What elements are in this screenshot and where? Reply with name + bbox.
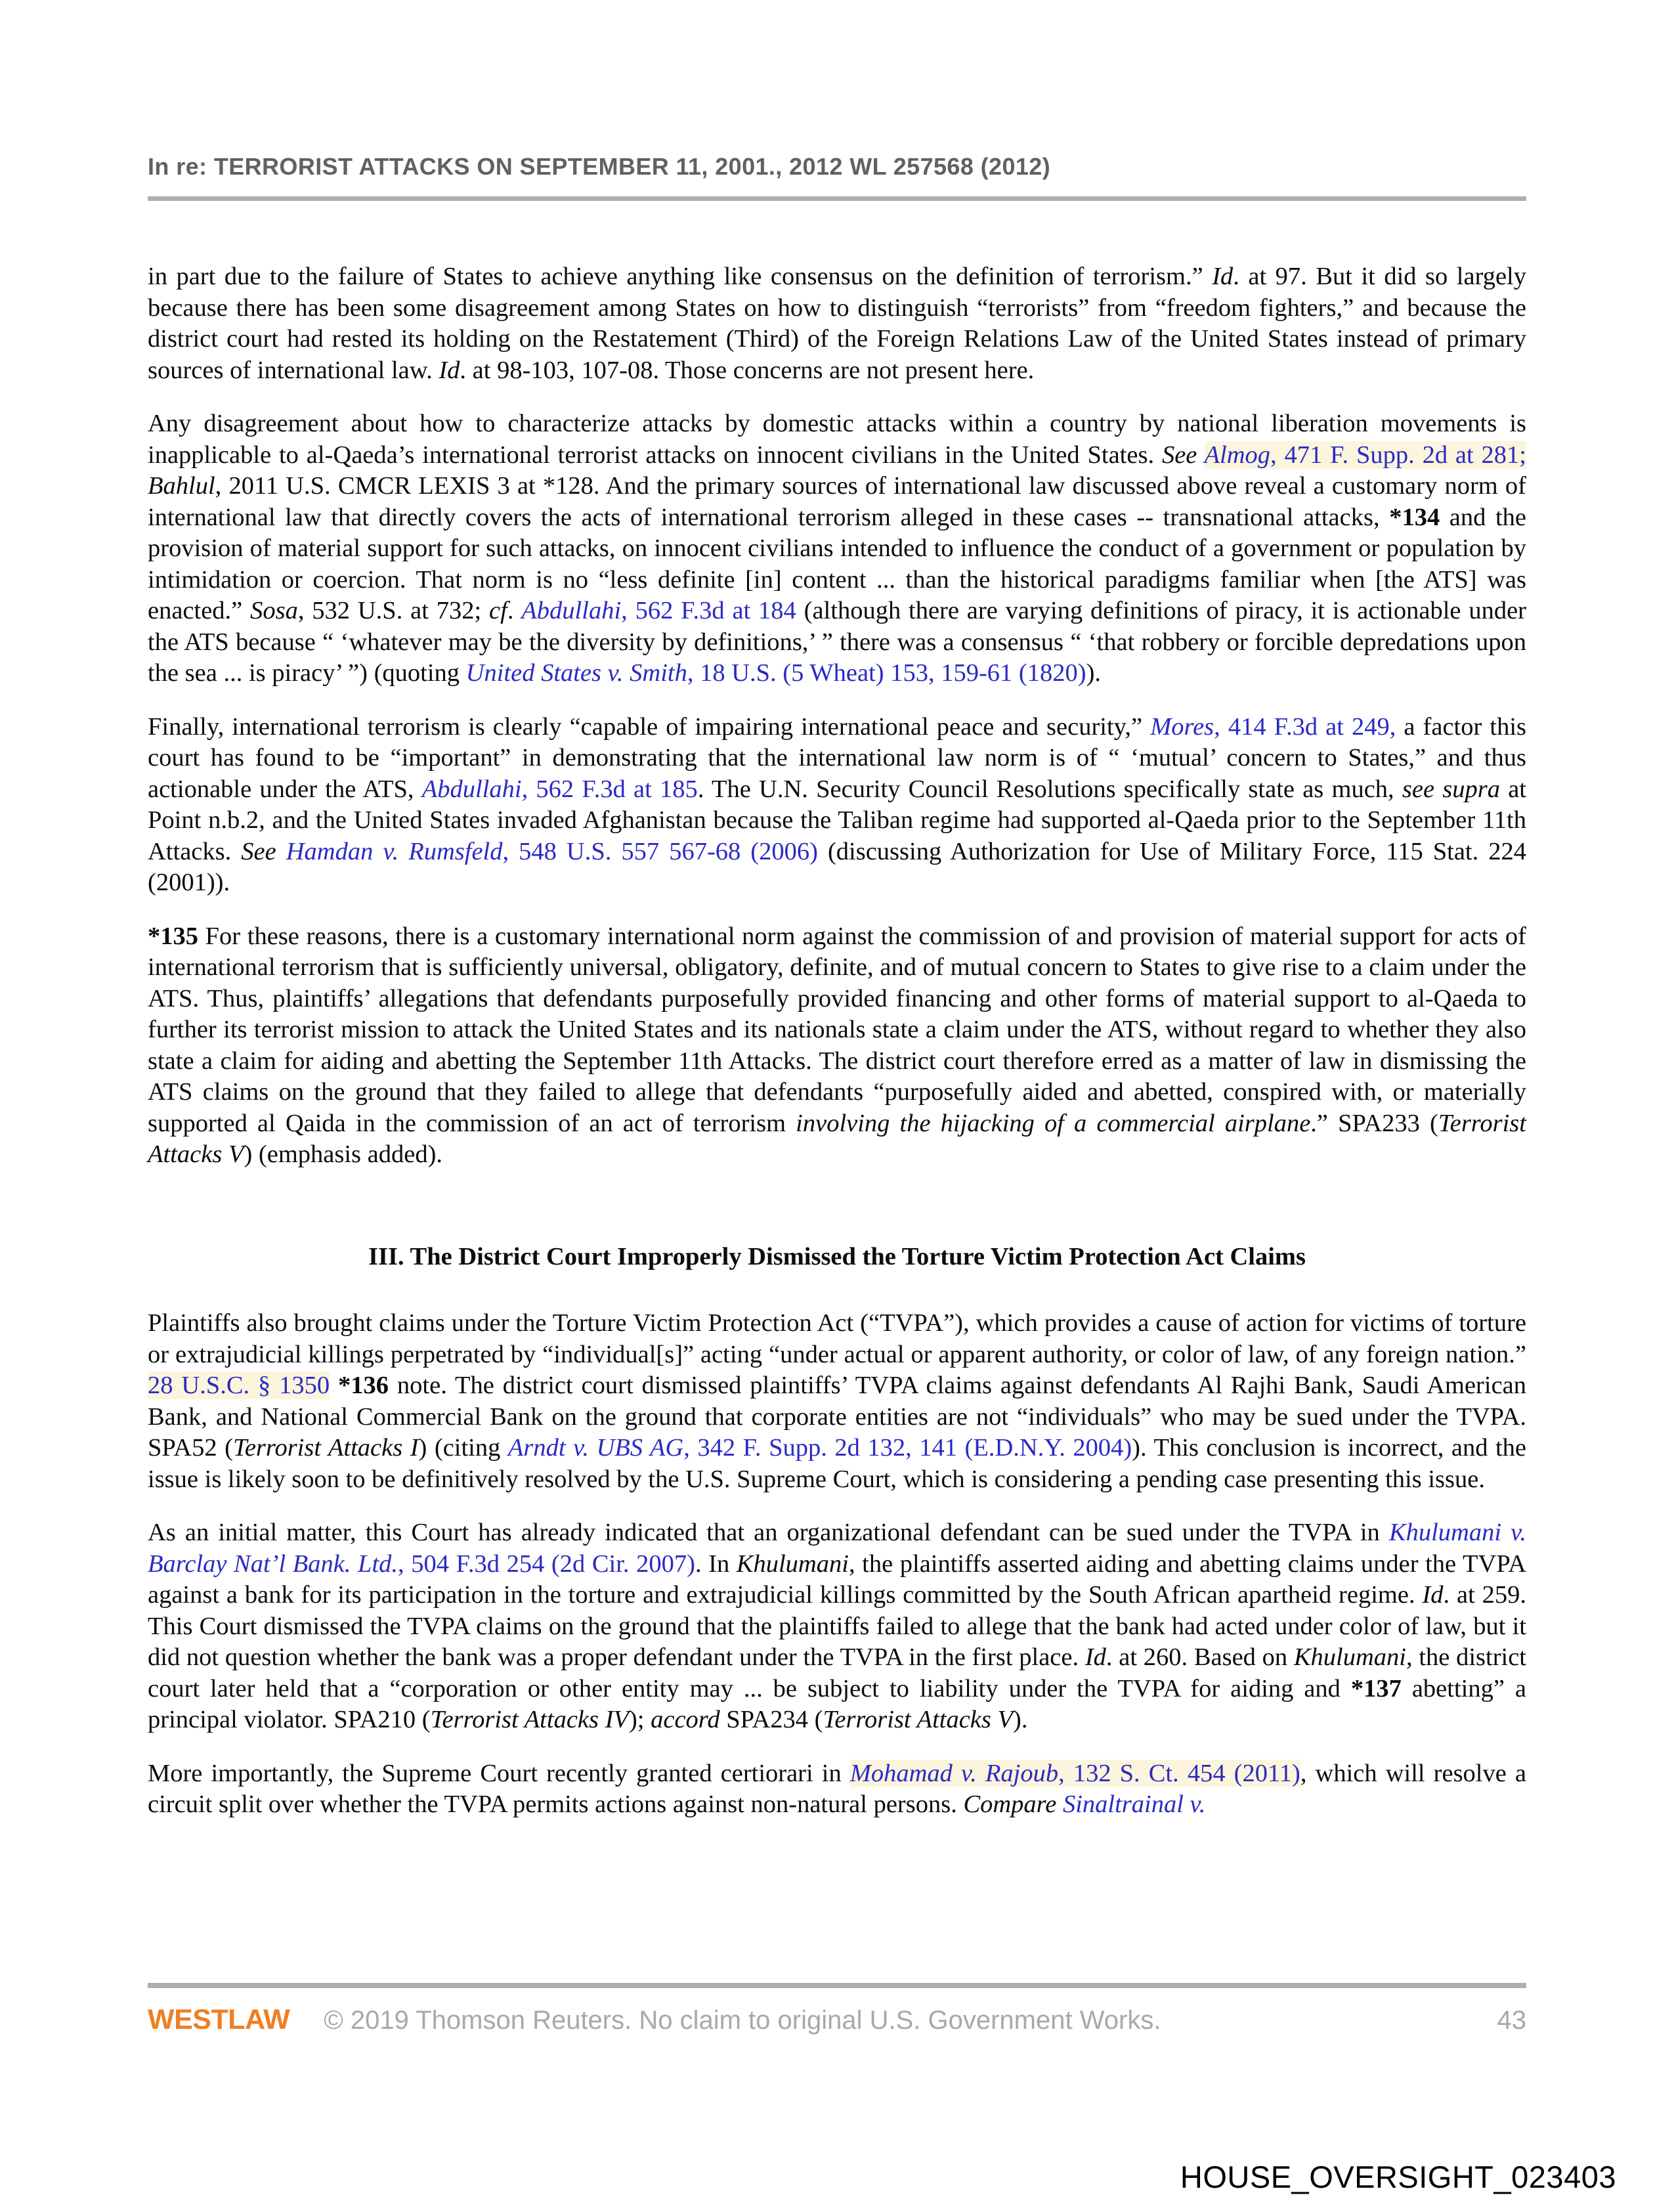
text-run: . at 98-103, 107-08. Those concerns are not present here.: [460, 356, 1035, 384]
citation-link[interactable]: , 504 F.3d 254 (2d Cir. 2007): [398, 1550, 695, 1578]
citation-link[interactable]: , 471 F. Supp. 2d at 281;: [1270, 441, 1527, 469]
text-run: [1056, 1790, 1063, 1818]
text-run: Plaintiffs also brought claims under the Torture Victim Protection Act (“TVPA”), which provides a cause of action for victims of torture or extrajudicial killings perpetrated by “individual[s]” acting “under actual or apparent authority, or color of law, of any foreign nation.”: [148, 1309, 1526, 1368]
text-run: accord: [651, 1706, 720, 1733]
document-content: [148, 0, 1526, 1843]
text-run: *135: [148, 922, 198, 950]
text-run: . In: [695, 1550, 737, 1578]
body-paragraph: [148, 1517, 1526, 1736]
text-run: [330, 1372, 338, 1399]
text-run: ) (emphasis added).: [244, 1140, 443, 1168]
section-heading: III. The District Court Improperly Dismissed the Torture Victim Protection Act Claims: [368, 1242, 1306, 1270]
text-run: , the plaintiffs asserted aiding and abetting claims under the TVPA against a bank for its participation in the torture and extrajudicial killings committed by the South African apartheid regime.: [148, 1550, 1527, 1609]
citation-link[interactable]: Abdullahi: [521, 597, 622, 624]
citation-link[interactable]: Sinaltrainal v.: [1062, 1790, 1206, 1818]
citation-link[interactable]: , 342 F. Supp. 2d 132, 141 (E.D.N.Y. 2004): [683, 1434, 1132, 1462]
text-run: . at 259. This Court dismissed the TVPA claims on the ground that the plaintiffs failed to allege that the bank had acted under color of law, but it did not question whether the bank was a proper defendant under the TVPA in the first place.: [148, 1581, 1526, 1671]
text-run: a factor this court has found to be “important” in demonstrating that the international law norm is of “ ‘mutual’ concern to States,” and thus actionable under the ATS,: [148, 712, 1526, 803]
text-run: As an initial matter, this Court has already indicated that an organizational defendant can be sued under the TVPA in: [148, 1519, 1389, 1546]
text-run: For these reasons, there is a customary international norm against the commission of and provision of material support for acts of international terrorism that is sufficiently universal, obligatory, definite, and of mutual concern to States to give rise to a claim under the ATS. Thus, plaintiffs’ allegations that defendants purposefully provided financing and other forms of material support to al-Qaeda to further its terrorist mission to attack the United States and its nationals state a claim under the ATS, without regard to whether they also state a claim for aiding and abetting the September 11th Attacks. The district court therefore erred as a matter of law in dismissing the ATS claims on the ground that they failed to allege that defendants “purposefully aided and abetted, conspired with, or materially supported al Qaida in the commission of an act of terrorism: [148, 922, 1526, 1137]
text-run: Khulumani: [736, 1550, 849, 1578]
case-citation-header: In re: TERRORIST ATTACKS ON SEPTEMBER 11, 2001., 2012 WL 257568 (2012): [148, 153, 1051, 180]
citation-link[interactable]: , 562 F.3d at 185: [521, 775, 698, 803]
text-run: Terrorist Attacks I: [232, 1434, 419, 1462]
footer-row: [148, 2004, 1526, 2036]
citation-link[interactable]: Almog: [1204, 441, 1271, 469]
footer-divider: [148, 1983, 1526, 1988]
text-run: , 532 U.S. at 732;: [297, 597, 490, 624]
text-run: .” SPA233 (: [1310, 1109, 1438, 1137]
citation-link[interactable]: 28 U.S.C. § 1350: [148, 1372, 330, 1399]
body-paragraph: [148, 921, 1526, 1171]
text-run: See: [1161, 441, 1205, 469]
citation-link[interactable]: Mores: [1150, 712, 1214, 741]
text-run: Sosa: [250, 597, 298, 624]
text-run: . at 97. But it did so largely because there has been some disagreement among States on how to distinguish “terrorists” from “freedom fighters,” and because the district court had rested its holding on the Restatement (Third) of the Foreign Relations Law of the United States instead of primary sources of international law.: [148, 263, 1526, 384]
text-run: Terrorist Attacks V: [148, 1109, 1526, 1168]
text-run: , which will resolve a circuit split over whether the TVPA permits actions against non-natural persons.: [148, 1759, 1526, 1818]
body-paragraph: [148, 408, 1526, 689]
text-run: note. The district court dismissed plaintiffs’ TVPA claims against defendants Al Rajhi Bank, Saudi American Bank, and National Commercial Bank on the ground that corporate entities are not “individuals” who may be sued under the TVPA. SPA52 (: [148, 1372, 1526, 1462]
text-run: *134: [1389, 503, 1440, 531]
citation-link[interactable]: Abdullahi: [421, 775, 522, 803]
document-footer: [148, 1983, 1526, 2036]
text-run: Compare: [963, 1790, 1057, 1818]
citation-link[interactable]: , 562 F.3d at 184: [621, 597, 796, 624]
text-run: Terrorist Attacks IV: [430, 1706, 629, 1733]
text-run: , 2011 U.S. CMCR LEXIS 3 at *128. And the primary sources of international law discussed above reveal a customary norm of international law that directly covers the acts of international terrorism alleged in these cases -- transnational attacks,: [148, 472, 1526, 531]
text-run: (although there are varying definitions of piracy, it is actionable under the ATS because “ ‘whatever may be the diversity by definitions,’ ” there was a consensus “ ‘that robbery or forcible depredations upon the sea ... is piracy’ ”) (quoting: [148, 597, 1526, 687]
text-run: abetting” a principal violator. SPA210 (: [148, 1674, 1526, 1733]
text-run: involving the hijacking of a commercial airplane: [796, 1109, 1311, 1137]
text-run: Id: [1212, 263, 1234, 290]
copyright-text: © 2019 Thomson Reuters. No claim to original U.S. Government Works.: [324, 2006, 1161, 2035]
body-paragraph: [148, 261, 1526, 386]
text-run: ).: [1086, 659, 1102, 687]
text-run: , the district court later held that a “corporation or other entity may ... be subject to liability under the TVPA for aiding and: [148, 1643, 1527, 1702]
text-run: at Point n.b.2, and the United States invaded Afghanistan because the Taliban regime had supported al-Qaeda prior to the September 11th Attacks.: [148, 775, 1526, 865]
citation-link[interactable]: Arndt v. UBS AG: [507, 1434, 684, 1462]
bates-stamp: HOUSE_OVERSIGHT_023403: [1180, 2159, 1616, 2194]
text-run: Any disagreement about how to characterize attacks by domestic attacks within a country by national liberation movements is inapplicable to al-Qaeda’s international terrorist attacks on innocent civilians in the United States.: [148, 410, 1526, 469]
text-run: Id: [1084, 1643, 1106, 1671]
citation-link[interactable]: , 18 U.S. (5 Wheat) 153, 159-61 (1820): [687, 659, 1086, 687]
text-run: More importantly, the Supreme Court recently granted certiorari in: [148, 1759, 850, 1787]
text-run: *136: [338, 1372, 389, 1399]
citation-link[interactable]: , 414 F.3d at 249,: [1214, 712, 1396, 741]
text-run: cf: [489, 597, 507, 624]
westlaw-logo: WESTLAW: [148, 2004, 290, 2035]
body-paragraph: [148, 1758, 1526, 1821]
citation-link[interactable]: , 548 U.S. 557 567-68 (2006): [502, 837, 818, 865]
text-run: ).: [1013, 1706, 1028, 1733]
text-run: SPA234 (: [719, 1706, 823, 1733]
document-body: [148, 261, 1526, 1821]
text-run: Finally, international terrorism is clearly “capable of impairing international peace and security,”: [148, 712, 1151, 741]
citation-link[interactable]: , 132 S. Ct. 454 (2011): [1058, 1759, 1300, 1787]
citation-link[interactable]: United States v. Smith: [465, 659, 687, 687]
text-run: Terrorist Attacks V: [823, 1706, 1014, 1733]
text-run: Bahlul: [148, 472, 215, 500]
document-header: [148, 153, 1526, 201]
text-run: ). This conclusion is incorrect, and the issue is likely soon to be definitively resolved by the U.S. Supreme Court, which is considering a pending case presenting this issue.: [148, 1434, 1526, 1493]
text-run: (discussing Authorization for Use of Military Force, 115 Stat. 224 (2001)).: [148, 837, 1527, 896]
citation-link[interactable]: Khulumani v. Barclay Nat’l Bank. Ltd.: [148, 1519, 1527, 1578]
header-divider: [148, 196, 1526, 201]
citation-link[interactable]: Mohamad v. Rajoub: [849, 1759, 1059, 1787]
text-run: and the provision of material support for such attacks, on innocent civilians intended to influence the conduct of a government or population by intimidation or coercion. That norm is no “less definite [in] content ... than the historical paradigms familiar when [the ATS] was enacted.”: [148, 503, 1527, 624]
text-run: See: [241, 837, 286, 865]
text-run: *137: [1350, 1674, 1402, 1702]
text-run: Id: [1422, 1581, 1444, 1609]
text-run: Khulumani: [1293, 1643, 1406, 1671]
text-run: see supra: [1402, 775, 1500, 803]
body-paragraph: [148, 712, 1526, 899]
text-run: ) (citing: [418, 1434, 508, 1462]
page-number: 43: [1497, 2006, 1526, 2035]
text-run: );: [628, 1706, 651, 1733]
text-run: in part due to the failure of States to achieve anything like consensus on the definition of terrorism.”: [148, 263, 1213, 290]
text-run: .: [507, 597, 522, 624]
body-paragraph: [148, 1308, 1526, 1495]
citation-link[interactable]: Hamdan v. Rumsfeld: [286, 837, 503, 865]
text-run: . at 260. Based on: [1105, 1643, 1294, 1671]
text-run: . The U.N. Security Council Resolutions specifically state as much,: [697, 775, 1402, 803]
text-run: Id: [439, 356, 460, 384]
